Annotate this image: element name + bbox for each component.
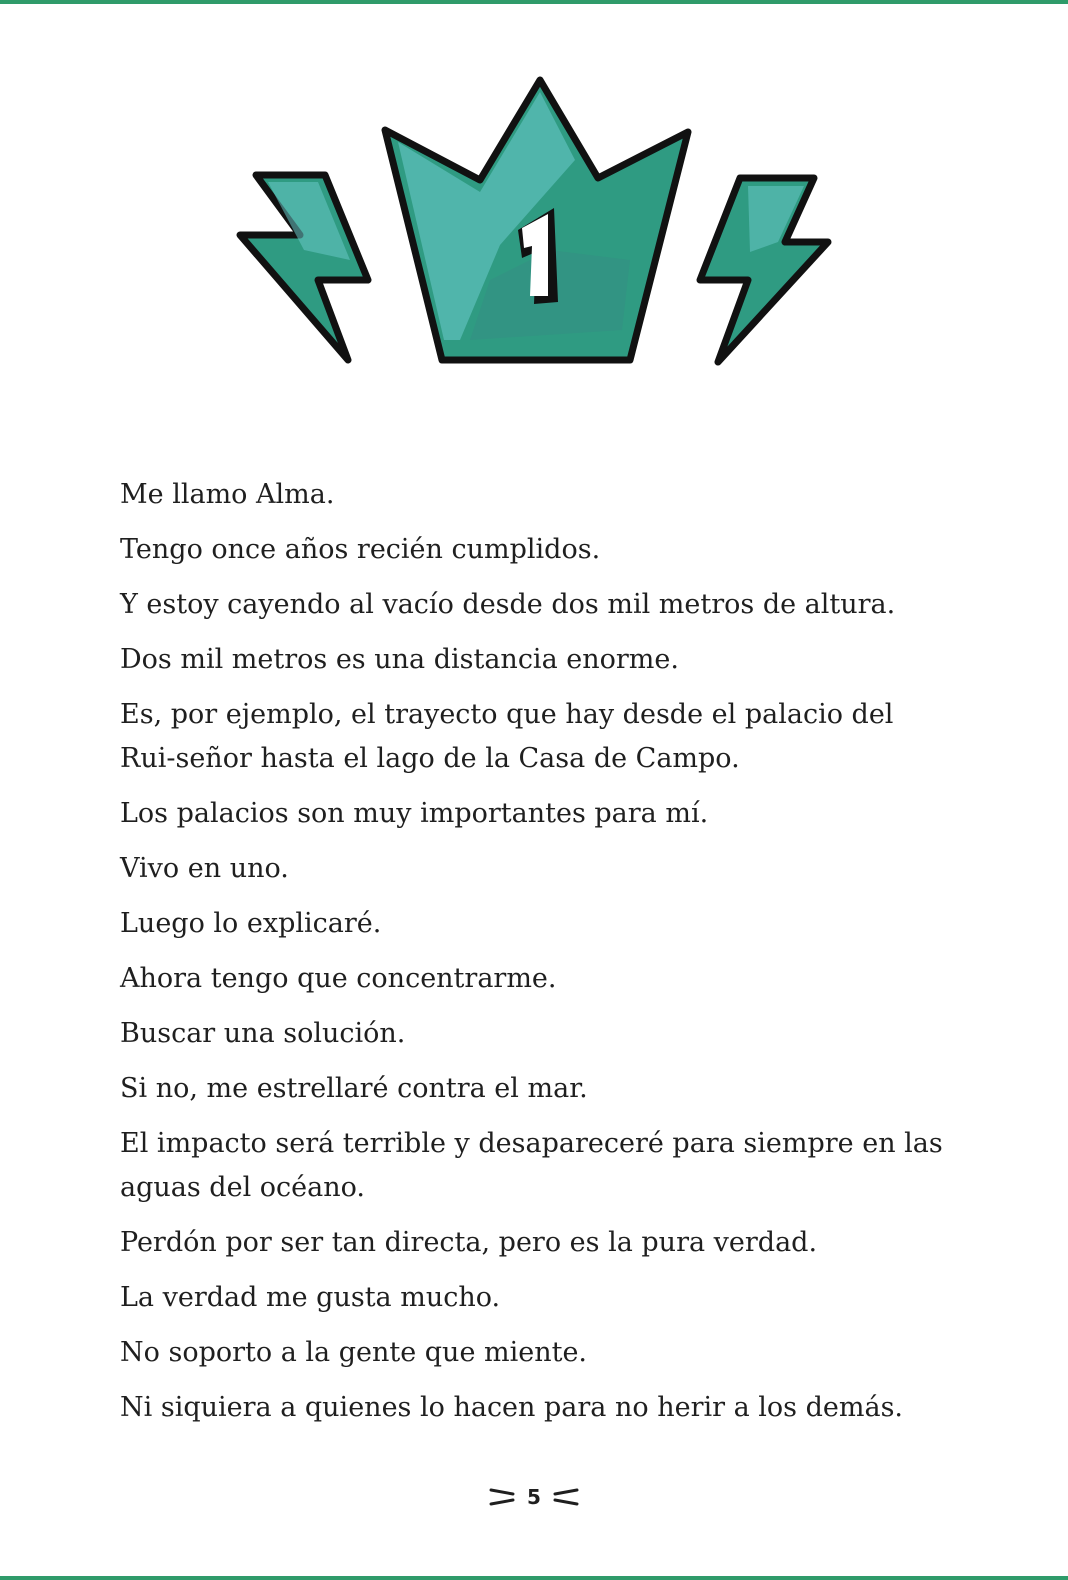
paragraph: El impacto será terrible y desapareceré para siempre en las aguas del océano.	[120, 1128, 943, 1203]
paragraph: Me llamo Alma.	[120, 479, 335, 510]
paragraph: Es, por ejemplo, el trayecto que hay desde el palacio del Rui-señor hasta el lago de la Casa de Campo.	[120, 699, 894, 774]
arrow-left-icon	[551, 1488, 579, 1506]
paragraph: Perdón por ser tan directa, pero es la pura verdad.	[120, 1227, 818, 1258]
paragraph: Tengo once años recién cumplidos.	[120, 534, 601, 565]
bottom-border	[0, 1576, 1068, 1580]
paragraph: Vivo en uno.	[120, 853, 289, 884]
lightning-bolt-icon	[240, 175, 368, 360]
paragraph: Ni siquiera a quienes lo hacen para no herir a los demás.	[120, 1392, 904, 1423]
paragraph: No soporto a la gente que miente.	[120, 1337, 588, 1368]
paragraph: Ahora tengo que concentrarme.	[120, 963, 557, 994]
page-number: 5	[527, 1485, 541, 1509]
paragraph: Los palacios son muy importantes para mí.	[120, 798, 709, 829]
story-text	[120, 473, 950, 1441]
crown-icon	[385, 80, 688, 360]
paragraph: Luego lo explicaré.	[120, 908, 382, 939]
lightning-bolt-icon	[700, 178, 828, 362]
page-footer	[0, 1485, 1068, 1509]
chapter-emblem	[230, 70, 840, 380]
paragraph: Buscar una solución.	[120, 1018, 406, 1049]
paragraph: Dos mil metros es una distancia enorme.	[120, 644, 679, 675]
arrow-right-icon	[489, 1488, 517, 1506]
paragraph: Si no, me estrellaré contra el mar.	[120, 1073, 588, 1104]
paragraph: La verdad me gusta mucho.	[120, 1282, 501, 1313]
paragraph: Y estoy cayendo al vacío desde dos mil metros de altura.	[120, 589, 896, 620]
top-border	[0, 0, 1068, 4]
